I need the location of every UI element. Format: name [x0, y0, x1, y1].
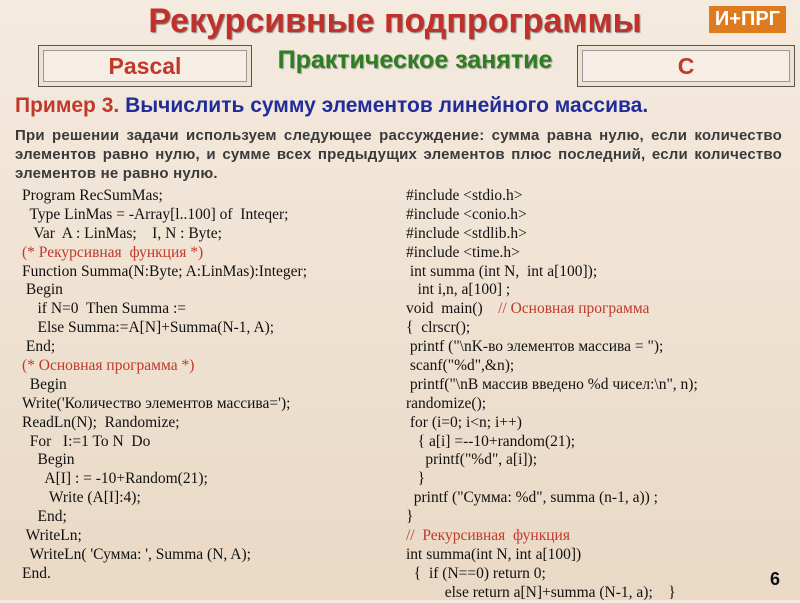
code-comment-line: (* Рекурсивная функция *)	[22, 243, 204, 261]
code-comment-line: (* Основная программа *)	[22, 357, 195, 375]
code-line: WriteLn( 'Сумма: ', Summa (N, A);	[22, 545, 251, 563]
code-line: { if (N==0) return 0;	[406, 564, 546, 582]
code-line: Type LinMas = -Array[l..100] of Inteqer;	[22, 205, 289, 223]
code-line: int i,n, a[100] ;	[406, 281, 511, 299]
code-line: randomize();	[406, 394, 487, 412]
code-line: A[I] : = -10+Random(21);	[22, 470, 208, 488]
code-line: { a[i] =--10+random(21);	[406, 432, 576, 450]
code-line: printf ("\nK-во элементов массива = ");	[406, 338, 664, 356]
code-line: }	[406, 508, 414, 526]
code-line: int summa(int N, int a[100])	[406, 545, 582, 563]
code-comment-line: // Рекурсивная функция	[406, 527, 570, 545]
slide-title: Рекурсивные подпрограммы	[148, 2, 642, 40]
slide-subtitle: Практическое занятие	[277, 46, 553, 74]
code-line: for (i=0; i<n; i++)	[406, 413, 522, 431]
code-line: #include <conio.h>	[406, 205, 527, 223]
code-line: Begin	[22, 451, 75, 469]
code-line: int summa (int N, int a[100]);	[406, 262, 598, 280]
code-line: else return a[N]+summa (N-1, a); }	[406, 583, 676, 601]
code-line: #include <time.h>	[406, 243, 520, 261]
code-line: ReadLn(N); Randomize;	[22, 413, 180, 431]
code-line	[406, 300, 786, 319]
code-line: #include <stdlib.h>	[406, 224, 527, 242]
code-line: Begin	[22, 281, 63, 299]
course-tag: И+ПРГ	[709, 6, 786, 33]
code-line: Var A : LinMas; I, N : Byte;	[22, 224, 222, 242]
code-line: End.	[22, 564, 51, 582]
code-line: End;	[22, 508, 67, 526]
pascal-code-listing	[22, 187, 392, 584]
code-line: { clrscr();	[406, 319, 471, 337]
code-inline-comment: // Основная программа	[498, 300, 650, 318]
c-code-listing	[406, 187, 786, 603]
code-line: For I:=1 To N Do	[22, 432, 151, 450]
example-task: Вычислить сумму элементов линейного массива.	[119, 94, 649, 117]
page-number: 6	[769, 569, 780, 589]
code-line: Write (A[I]:4);	[22, 489, 141, 507]
task-description: При решении задачи используем следующее рассуждение: сумма равна нулю, если количество элементов равно нулю, и сумме всех предыдущих элементов плюс последний, если количество элементов не равно нулю.	[15, 127, 782, 182]
code-line: Write('Количество элементов массива=');	[22, 394, 291, 412]
example-number: Пример 3.	[15, 94, 120, 117]
code-line: if N=0 Then Summa :=	[22, 300, 187, 318]
code-line: WriteLn;	[22, 527, 82, 545]
pascal-label-box: Pascal	[38, 45, 252, 87]
code-line: }	[406, 470, 426, 488]
code-line: printf ("Сумма: %d", summa (n-1, a)) ;	[406, 489, 658, 507]
code-line-text: void main()	[406, 300, 499, 318]
code-line: Program RecSumMas;	[22, 187, 163, 204]
code-line: Else Summa:=A[N]+Summa(N-1, A);	[22, 319, 275, 337]
code-line: scanf("%d",&n);	[406, 357, 515, 375]
code-line: End;	[22, 338, 56, 356]
code-line: printf("\nB массив введено %d чисел:\n", n);	[406, 375, 698, 393]
code-line: #include <stdio.h>	[406, 187, 523, 204]
c-label-box: C	[577, 45, 795, 87]
example-heading	[15, 94, 648, 118]
code-line: printf("%d", a[i]);	[406, 451, 538, 469]
code-line: Begin	[22, 375, 67, 393]
code-line: Function Summa(N:Byte; A:LinMas):Integer;	[22, 262, 307, 280]
